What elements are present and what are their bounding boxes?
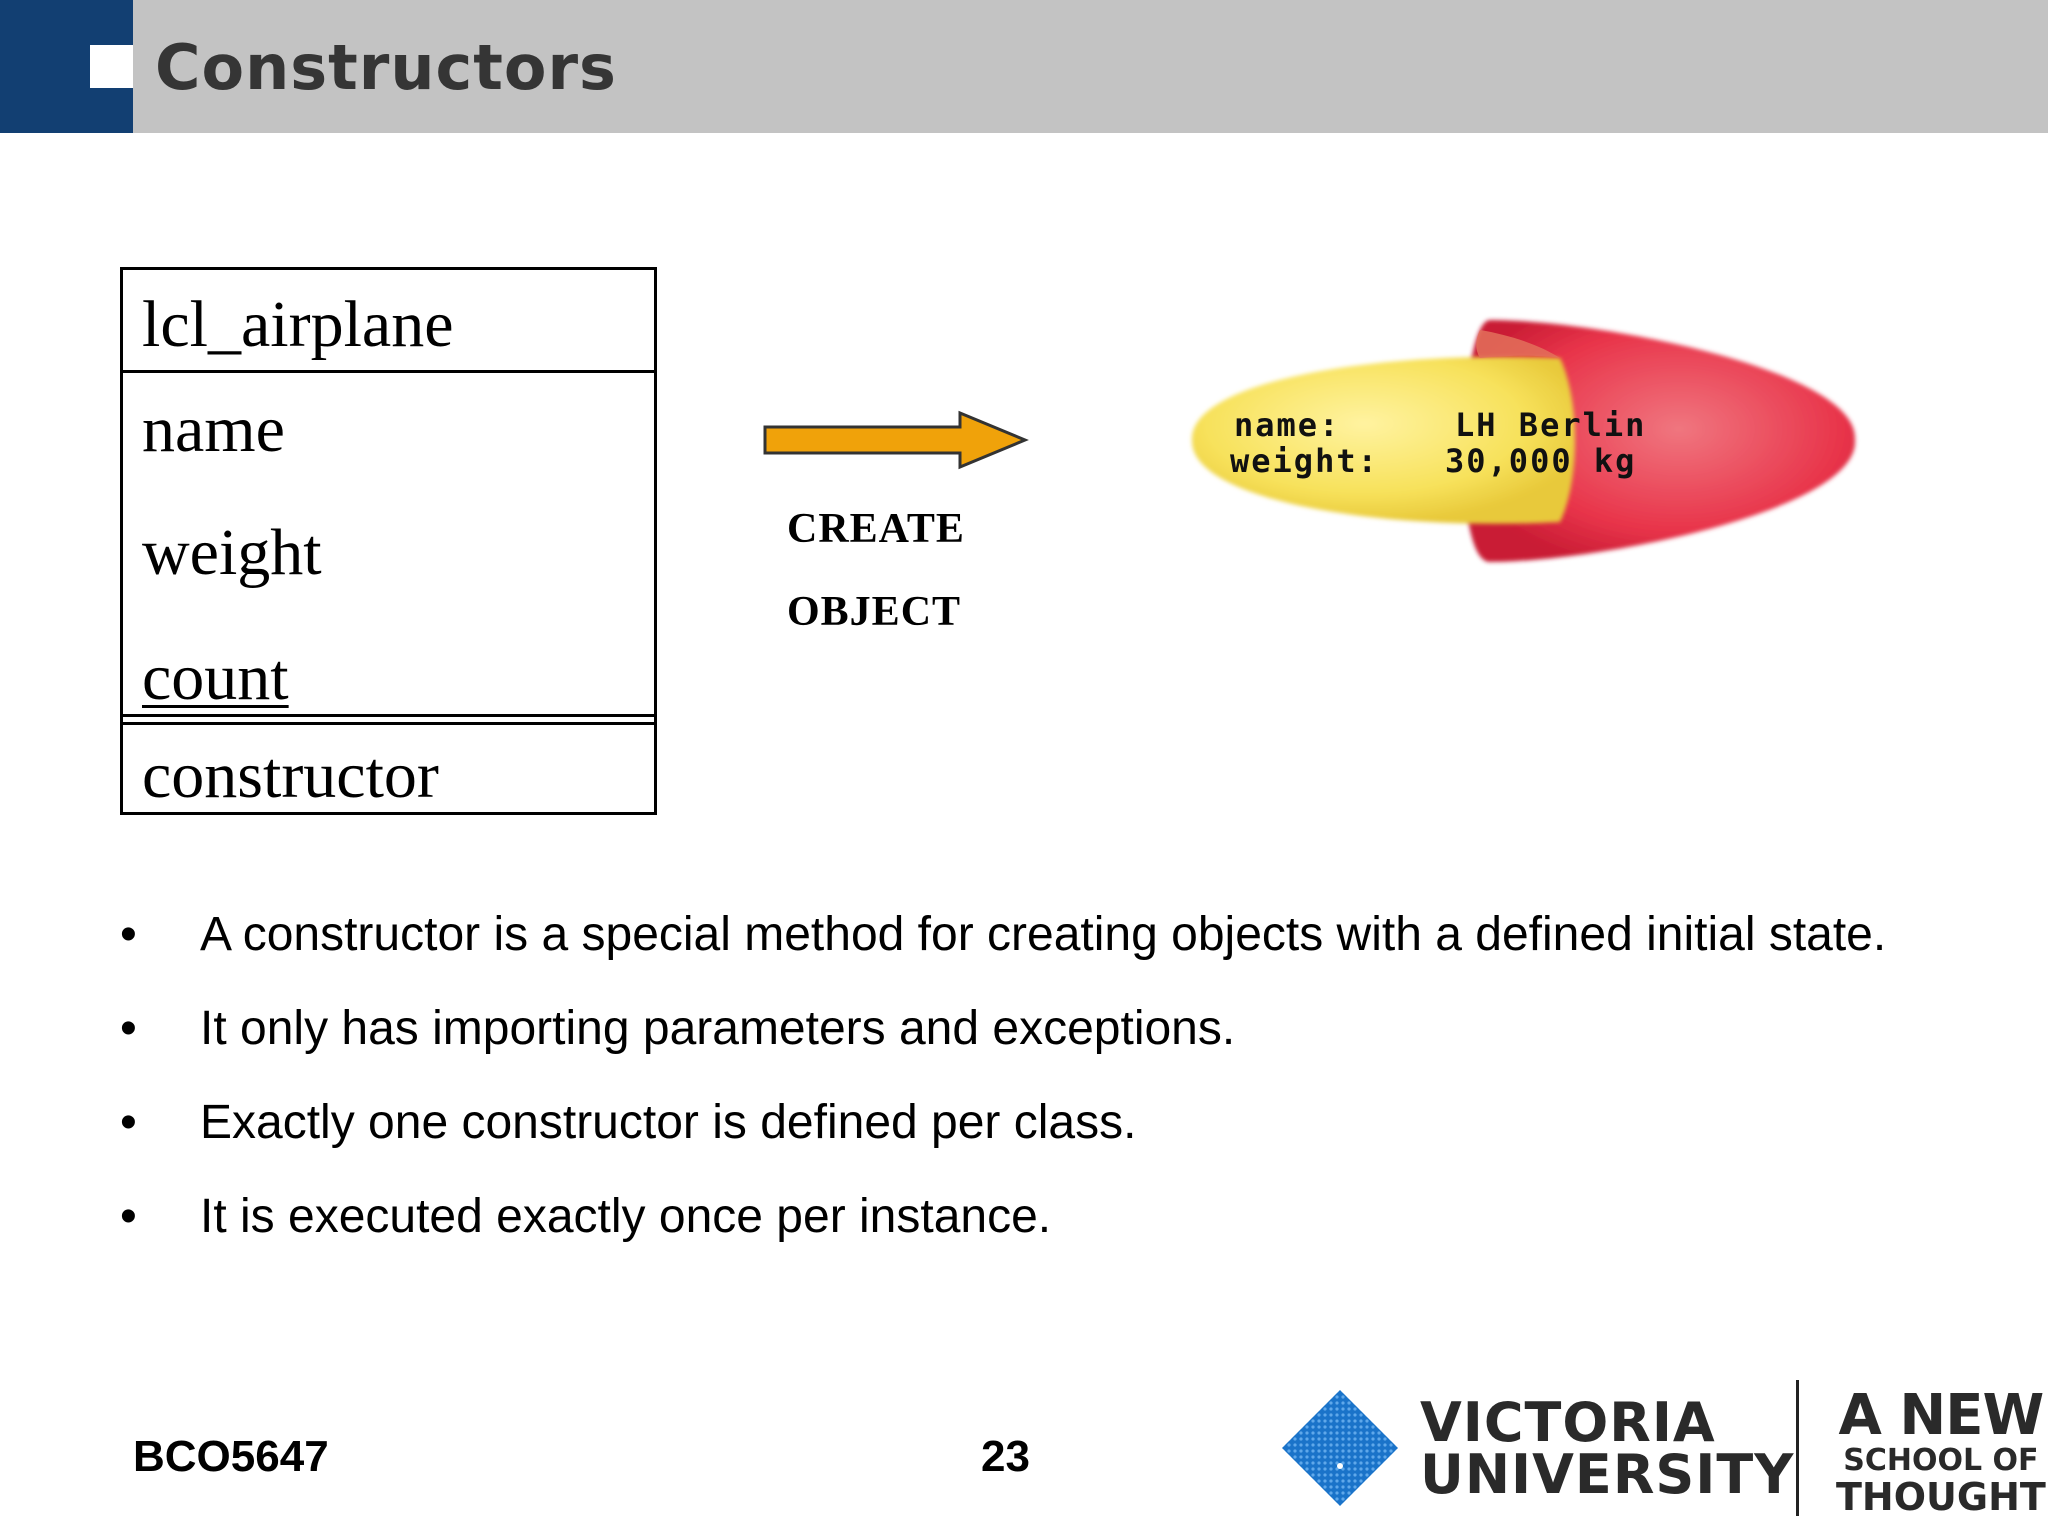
tagline-line-1: A NEW — [1838, 1383, 2044, 1448]
header-square-icon — [90, 45, 133, 88]
attribute-count: count — [142, 641, 289, 714]
bullet-list — [118, 905, 1958, 1247]
logo-divider — [1796, 1380, 1799, 1516]
object-weight-value: 30,000 kg — [1445, 442, 1637, 480]
page-number: 23 — [981, 1432, 1030, 1481]
bullet-item — [118, 905, 2000, 965]
create-arrow-icon — [760, 405, 1030, 475]
bullet-dot-icon: • — [120, 908, 137, 961]
bullet-dot-icon: • — [120, 1096, 137, 1149]
object-name-label: name: — [1234, 406, 1341, 444]
bullet-text: It only has importing parameters and exceptions. — [200, 1002, 1236, 1055]
tagline-line-2: SCHOOL OF — [1843, 1443, 2039, 1478]
bullet-dot-icon: • — [120, 1190, 137, 1243]
course-code: BCO5647 — [133, 1432, 329, 1481]
attributes-divider-top — [123, 714, 654, 717]
attributes-divider-bottom — [123, 722, 654, 725]
bullet-text: A constructor is a special method for creating objects with a defined initial state. — [200, 908, 1887, 961]
attribute-name: name — [142, 393, 285, 466]
method-constructor: constructor — [142, 739, 439, 812]
bullet-item — [118, 999, 1958, 1059]
university-logo-text — [1420, 1391, 1795, 1506]
logo-line-university: UNIVERSITY — [1420, 1443, 1795, 1506]
class-name: lcl_airplane — [142, 288, 454, 361]
slide-title: Constructors — [155, 31, 617, 104]
create-label: CREATE — [787, 506, 965, 552]
vu-diamond-icon — [1280, 1388, 1400, 1508]
bullet-item — [118, 1187, 1958, 1247]
object-weight-label: weight: — [1230, 442, 1379, 480]
uml-class-box — [120, 267, 657, 815]
tagline-line-3: THOUGHT — [1836, 1475, 2046, 1519]
object-label: OBJECT — [787, 589, 962, 635]
bullet-text: Exactly one constructor is defined per class. — [200, 1096, 1137, 1149]
attribute-weight: weight — [142, 516, 322, 589]
class-name-divider — [123, 370, 654, 373]
tagline-logo — [1836, 1383, 2046, 1519]
bullet-dot-icon: • — [120, 1002, 137, 1055]
bullet-item — [118, 1093, 1958, 1153]
bullet-text: It is executed exactly once per instance. — [200, 1190, 1052, 1243]
logo-line-victoria: VICTORIA — [1420, 1391, 1716, 1454]
object-name-value: LH Berlin — [1455, 406, 1647, 444]
